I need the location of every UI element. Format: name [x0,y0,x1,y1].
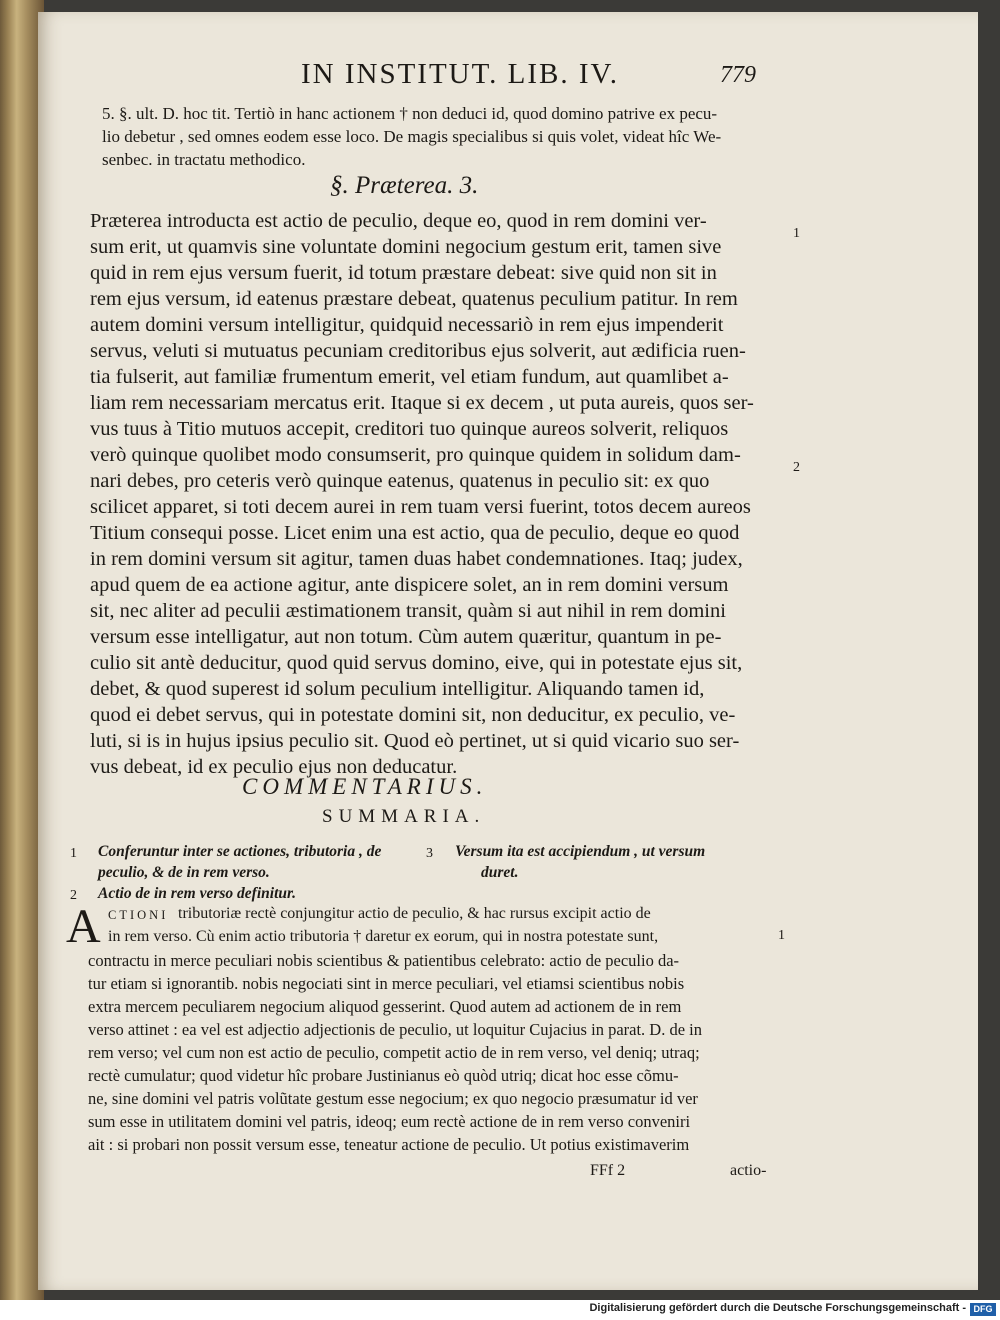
commentary-line: contractu in merce peculiari nobis scientibus & patientibus celebrato: actio de peculio da- [88,951,680,970]
section-title: §. Præterea. 3. [330,172,479,199]
commentary-line: rem verso; vel cum non est actio de peculio, competit actio de in rem verso, vel deniq; utraq; [88,1043,700,1062]
page-number: 779 [720,62,756,88]
body-line: debet, & quod superest id solum peculium intelligitur. Aliquando tamen id, [90,678,705,700]
commentary-line: extra mercem peculiarem negocium aliquod gesserint. Quod autem ad actionem de in rem [88,997,682,1016]
commentary-line: tributoriæ rectè conjungitur actio de peculio, & hac rursus excipit actio de [178,905,651,922]
summary-item: Conferuntur inter se actiones, tributoria , de [98,843,382,860]
summary-item: Actio de in rem verso definitur. [98,885,297,902]
commentary-line: sum esse in utilitatem domini vel patris, ideoq; eum rectè actione de in rem verso conveniri [88,1112,691,1131]
commentary-line: ait : si probari non possit versum esse, teneatur actione de peculio. Ut potius existimaverim [88,1135,690,1154]
funding-notice: Digitalisierung gefördert durch die Deutsche Forschungsgemeinschaft - [589,1302,966,1314]
body-line: versum esse intelligatur, aut non totum. Cùm autem quæritur, quantum in pe- [90,626,722,648]
margin-note: 1 [793,226,800,241]
summaria-title: SUMMARIA. [322,806,486,827]
commentary-title: COMMENTARIUS. [242,774,488,799]
footer-bar [0,1300,1000,1320]
body-line: autem domini versum intelligitur, quidquid necessariò in rem ejus impenderit [90,314,724,336]
summary-item: peculio, & de in rem verso. [98,864,270,881]
top-line: 5. §. ult. D. hoc tit. Tertiò in hanc actionem † non deduci id, quod domino patrive ex pecu- [102,104,718,123]
signature-mark: FFf 2 [590,1162,626,1179]
summary-item: Versum ita est accipiendum , ut versum [455,843,706,860]
commentary-line: in rem verso. Cù enim actio tributoria † daretur ex eorum, qui in nostra potestate sunt, [108,928,659,945]
commentary-line: ne, sine domini vel patris volũtate gestum esse negocium; ex quo negocio præsumatur id ver [88,1089,698,1108]
body-line: quod ei debet servus, qui in potestate domini sit, non deducitur, ex peculio, ve- [90,704,736,726]
body-line: tia fulserit, aut familiæ frumentum emerit, vel etiam fundum, aut quamlibet a- [90,366,729,388]
commentary-first-word: CTIONI [108,908,169,922]
commentary-line: rectè cumulatur; quod videtur hîc probare Justinianus eò quòd utriq; dicat hoc esse cõmu- [88,1066,679,1085]
drop-cap: A [66,900,101,953]
body-line: liam rem necessariam mercatus erit. Itaque si ex decem , ut puta aureis, quos ser- [90,392,754,414]
body-line: vus debeat, id ex peculio ejus non deducatur. [90,756,458,778]
dfg-logo: DFG [970,1303,996,1316]
body-line: scilicet apparet, si toti decem aurei in rem tuam versi fuerint, totos decem aureos [90,496,751,518]
margin-note: 1 [778,928,785,943]
body-line: Præterea introducta est actio de peculio, deque eo, quod in rem domini ver- [90,210,707,232]
body-line: apud quem de ea actione agitur, ante dispicere solet, an in rem domini versum [90,574,729,596]
body-line: quid in rem ejus versum fuerit, id totum præstare debeat: sive quid non sit in [90,262,717,284]
summary-number: 3 [426,846,433,861]
summary-number: 1 [70,846,77,861]
margin-note: 2 [793,460,800,475]
top-line: senbec. in tractatu methodico. [102,150,306,169]
body-line: nari debes, pro ceteris verò quinque eatenus, quatenus in peculio sit: ex quo [90,470,710,492]
body-line: sum erit, ut quamvis sine voluntate domini negocium gestum erit, tamen sive [90,236,722,258]
body-line: Titium consequi posse. Licet enim una est actio, qua de peculio, deque eo quod [90,522,740,544]
body-line: verò quinque quolibet modo consumserit, pro quinque quidem in solidum dam- [90,444,741,466]
body-line: rem ejus versum, id eatenus præstare debeat, quatenus peculium patitur. In rem [90,288,738,310]
commentary-line: verso attinet : ea vel est adjectio adjectionis de peculio, ut loquitur Cujacius in parat. D. de in [88,1020,702,1039]
body-line: in rem domini versum sit agitur, tamen duas habet condemnationes. Itaq; judex, [90,548,743,570]
body-line: culio sit antè deducitur, quod quid servus domino, eive, qui in potestate ejus sit, [90,652,743,674]
body-line: servus, veluti si mutuatus pecuniam creditoribus ejus solverit, aut ædificia ruen- [90,340,746,362]
body-line: luti, si is in hujus ipsius peculio sit. Quod eò pertinet, ut si quid vicario suo ser- [90,730,740,752]
commentary-line: tur etiam si ignorantib. nobis negociati sint in merce peculiari, vel etiamsi scientibus nobis [88,974,685,993]
top-line: lio debetur , sed omnes eodem esse loco. De magis specialibus si quis volet, videat hîc We- [102,127,722,146]
catchword: actio- [730,1162,767,1179]
summary-number: 2 [70,888,77,903]
body-line: sit, nec aliter ad peculii æstimationem transit, quàm si aut nihil in rem domini [90,600,726,622]
summary-item: duret. [481,864,519,881]
running-head: IN INSTITUT. LIB. IV. [301,58,619,90]
body-line: vus tuus à Titio mutuos accepit, creditori tuo quinque aureos solverit, reliquos [90,418,729,440]
